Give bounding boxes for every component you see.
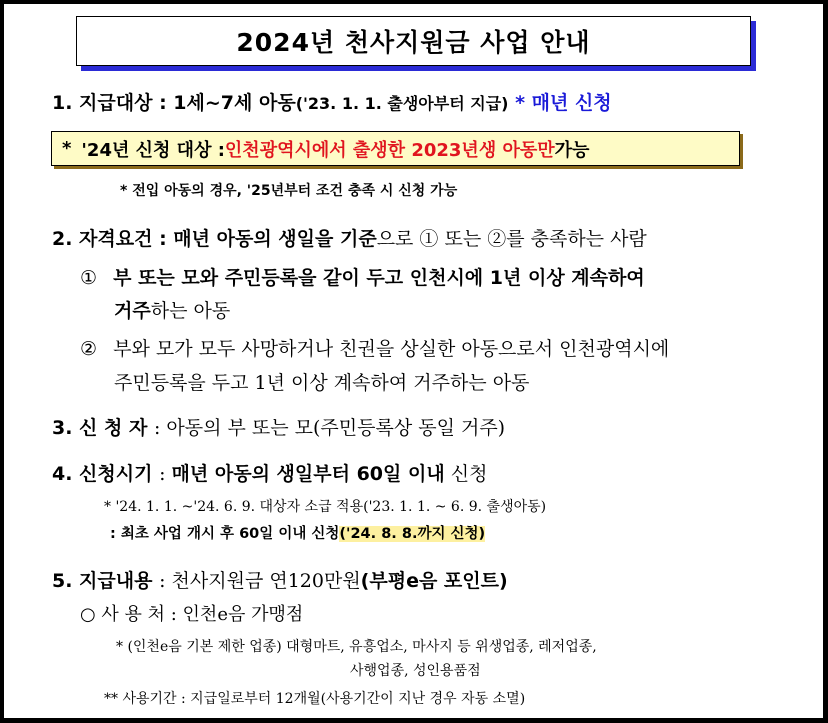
item4-colon: : xyxy=(159,463,172,485)
item2-label: 2. 자격요건 : xyxy=(52,228,174,250)
item5-line xyxy=(52,566,508,593)
item4-note1: * '24. 1. 1. ~'24. 6. 9. 대상자 소급 적용('23. 1. 1. ~ 6. 9. 출생아동) xyxy=(104,499,547,515)
item5-usage-note2: ** 사용기간 : 지급일로부터 12개월(사용기간이 지난 경우 자동 소멸) xyxy=(104,691,526,707)
highlight-red-text: 인천광역시에서 출생한 2023년생 아동만 xyxy=(224,139,555,161)
item2-condition1-cont xyxy=(114,296,230,323)
cond2-line1: 부와 모가 모두 사망하거나 친권을 상실한 아동으로서 인천광역시에 xyxy=(113,338,670,360)
highlight-label: '24년 신청 대상 : xyxy=(81,139,225,161)
item2-tail: 으로 ① 또는 ②를 충족하는 사람 xyxy=(376,228,647,250)
item4-label: 4. 신청시기 xyxy=(52,463,160,485)
item3-label: 3. 신 청 자 xyxy=(52,417,154,439)
cond1-number: ① xyxy=(80,267,98,289)
highlight-star: * xyxy=(62,138,72,159)
item2-condition2-cont: 주민등록을 두고 1년 이상 계속하여 거주하는 아동 xyxy=(114,372,530,394)
item1-value: 1세~7세 아동 xyxy=(173,92,296,114)
item4-note2-highlight: ('24. 8. 8.까지 신청) xyxy=(339,526,486,542)
item1-note-line: * 전입 아동의 경우, '25년부터 조건 충족 시 신청 가능 xyxy=(120,183,458,199)
item5-bold-tail: (부평e음 포인트) xyxy=(360,570,508,592)
item5-label: 5. 지급내용 xyxy=(52,570,160,592)
item2-condition2 xyxy=(80,334,669,361)
item5-value: : 천사지원금 연120만원 xyxy=(159,570,361,592)
item5-usage: ○ 사 용 처 : 인천e음 가맹점 xyxy=(80,604,304,625)
item2-condition1 xyxy=(80,263,645,290)
item4-line xyxy=(52,459,487,486)
item4-bold-text: 매년 아동의 생일부터 60일 이내 xyxy=(171,463,445,485)
highlight-tail: 가능 xyxy=(554,139,590,161)
application-target-box xyxy=(51,131,740,166)
document-page xyxy=(4,4,823,718)
cond1-line2-tail: 하는 아동 xyxy=(150,300,231,322)
cond1-line2-bold: 거주 xyxy=(114,300,151,322)
item2-bold-text: 매년 아동의 생일을 기준 xyxy=(173,228,377,250)
item4-note2-prefix: : 최초 사업 개시 후 60일 이내 신청 xyxy=(110,526,340,542)
item3-value: : 아동의 부 또는 모(주민등록상 동일 거주) xyxy=(153,417,506,439)
item1-note: * 매년 신청 xyxy=(508,92,612,114)
item5-usage-note1: * (인천e음 기본 제한 업종) 대형마트, 유흥업소, 마사지 등 위생업종, 레저업종, xyxy=(116,639,597,655)
page-title xyxy=(76,16,751,66)
item3-line xyxy=(52,413,505,440)
item1-line xyxy=(52,88,612,115)
item5-usage-note1-cont: 사행업종, 성인용품점 xyxy=(350,663,481,679)
cond1-line1: 부 또는 모와 주민등록을 같이 두고 인천시에 1년 이상 계속하여 xyxy=(113,267,645,289)
item2-line xyxy=(52,224,647,251)
item4-tail: 신청 xyxy=(444,463,488,485)
cond2-number: ② xyxy=(80,338,98,360)
item1-detail: ('23. 1. 1. 출생아부터 지급) xyxy=(295,94,509,113)
page-title-text: 2024년 천사지원금 사업 안내 xyxy=(236,28,591,57)
item4-note2 xyxy=(110,522,485,543)
item1-label: 1. 지급대상 : xyxy=(52,92,174,114)
